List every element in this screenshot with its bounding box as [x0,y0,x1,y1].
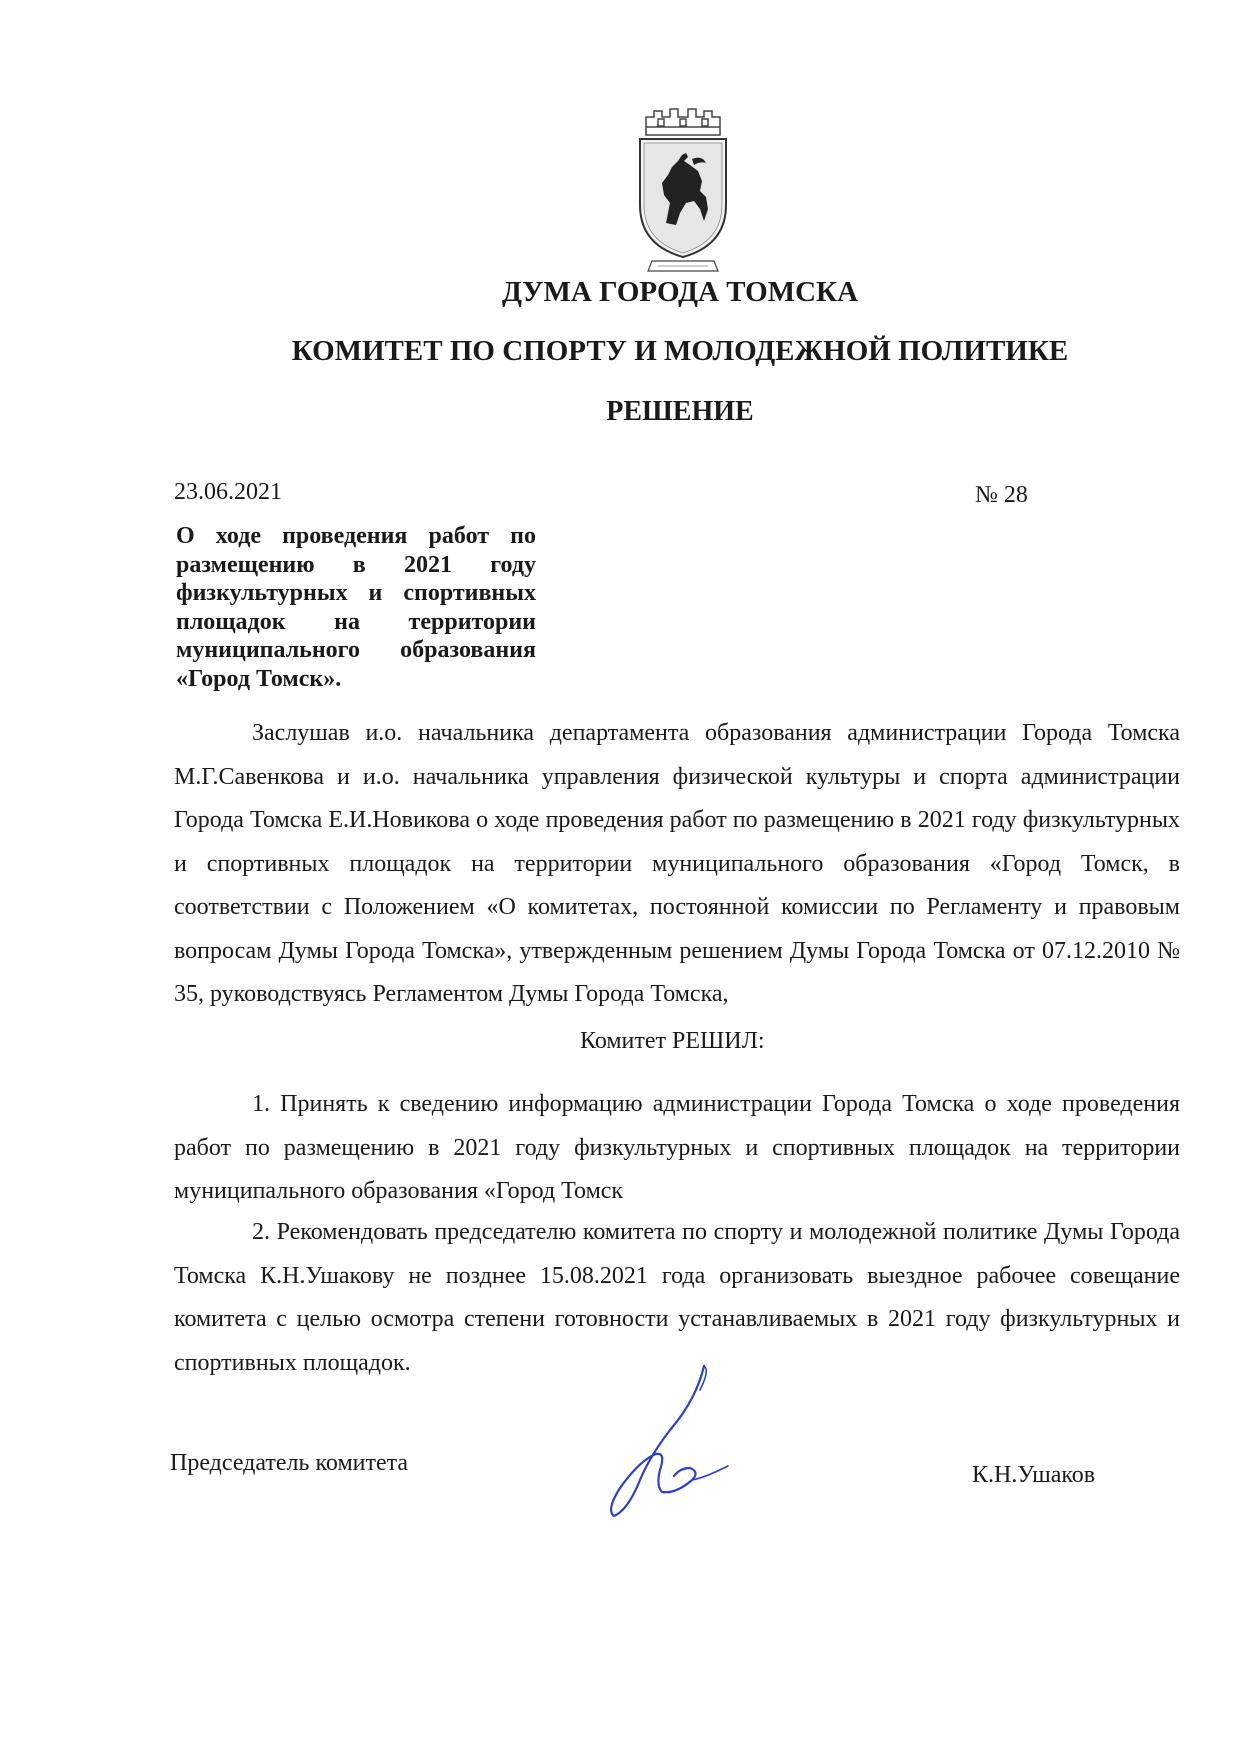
organization-title: ДУМА ГОРОДА ТОМСКА [501,276,859,308]
committee-title: КОМИТЕТ ПО СПОРТУ И МОЛОДЕЖНОЙ ПОЛИТИКЕ [291,335,1069,367]
signatory-name: К.Н.Ушаков [972,1462,1096,1488]
subject-line: О ходе проведения работ по [176,523,536,549]
decision-item-2: 2. Рекомендовать председателю комитета по спорту и молодежной политике Думы Города Томска К.Н.Ушакову не позднее 15.08.2021 года организовать выездное рабочее совещание комитета с целью осмотра степени готовности устанавливаемых в 2021 году физкультурных и спортивных площадок. [174,1219,1180,1376]
handwritten-signature-icon [600,1360,740,1520]
resolved-heading: Комитет РЕШИЛ: [580,1028,765,1054]
coat-of-arms-icon [628,105,738,275]
subject-line: физкультурных и спортивных [176,580,536,606]
document-date: 23.06.2021 [174,479,282,505]
document-subject [176,522,536,693]
subject-line: «Город Томск». [176,665,342,692]
subject-line: размещению в 2021 году [176,551,536,578]
document-type-title: РЕШЕНИЕ [606,396,754,427]
preamble-paragraph: Заслушав и.о. начальника департамента образования администрации Города Томска М.Г.Савенкова и и.о. начальника управления физической культуры и спорта администрации Города Томска Е.И.Новикова о ходе проведения работ по размещению в 2021 году физкультурных и спортивных площадок на территории муниципального образования «Город Томск, в соответствии с Положением «О комитетах, постоянной комиссии по Регламенту и правовым вопросам Думы Города Томска», утвержденным решением Думы Города Томска от 07.12.2010 № 35, руководствуясь Регламентом Думы Города Томска, [174,720,1180,1007]
decision-item-1: 1. Принять к сведению информацию администрации Города Томска о ходе проведения работ по размещению в 2021 году физкультурных и спортивных площадок на территории муниципального образования «Город Томск [174,1091,1180,1204]
subject-line: муниципального образования [176,637,536,663]
subject-line: площадок на территории [176,608,536,635]
document-number: № 28 [975,482,1028,508]
signatory-title: Председатель комитета [170,1450,409,1476]
